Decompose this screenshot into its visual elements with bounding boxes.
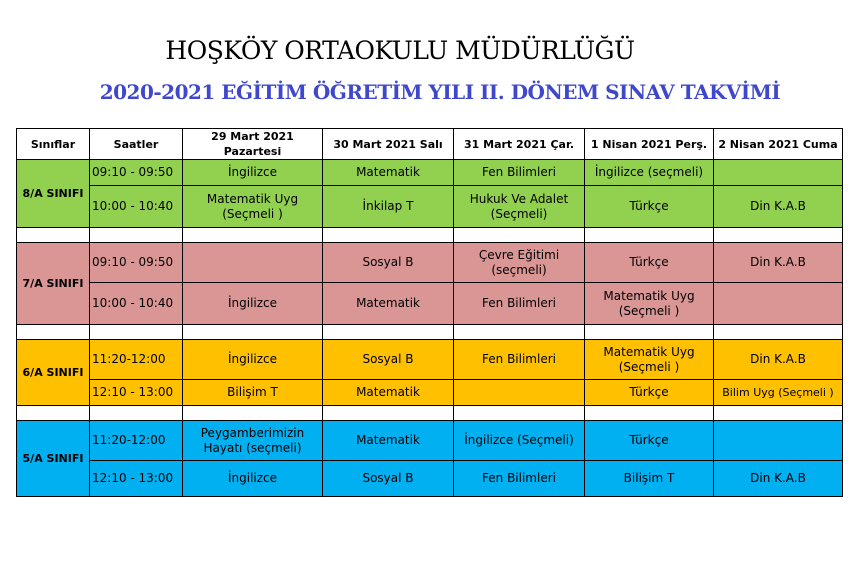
exam-cell: Bilişim T bbox=[183, 380, 323, 406]
table-row bbox=[17, 340, 843, 380]
exam-cell: Türkçe bbox=[585, 380, 714, 406]
header-day-3: 31 Mart 2021 Çar. bbox=[454, 129, 585, 160]
exam-cell bbox=[183, 243, 323, 283]
table-row bbox=[17, 421, 843, 461]
header-row bbox=[17, 129, 843, 160]
exam-cell: Bilim Uyg (Seçmeli ) bbox=[714, 380, 843, 406]
exam-cell: Türkçe bbox=[585, 186, 714, 228]
time-cell: 11:20-12:00 bbox=[90, 340, 183, 380]
exam-cell: Hukuk Ve Adalet (Seçmeli) bbox=[454, 186, 585, 228]
exam-cell: Matematik bbox=[323, 380, 454, 406]
header-day-2: 30 Mart 2021 Salı bbox=[323, 129, 454, 160]
exam-cell: Sosyal B bbox=[323, 243, 454, 283]
exam-cell: Sosyal B bbox=[323, 340, 454, 380]
table-row bbox=[17, 461, 843, 497]
exam-cell bbox=[714, 421, 843, 461]
exam-cell: Sosyal B bbox=[323, 461, 454, 497]
exam-cell: İngilizce bbox=[183, 160, 323, 186]
time-cell: 10:00 - 10:40 bbox=[90, 283, 183, 325]
class-label-5a: 5/A SINIFI bbox=[17, 421, 90, 497]
exam-cell bbox=[714, 283, 843, 325]
exam-cell: Matematik bbox=[323, 283, 454, 325]
time-cell: 11:20-12:00 bbox=[90, 421, 183, 461]
exam-cell: İngilizce bbox=[183, 461, 323, 497]
class-label-8a: 8/A SINIFI bbox=[17, 160, 90, 228]
exam-cell: İngilizce (seçmeli) bbox=[585, 160, 714, 186]
class-label-6a: 6/A SINIFI bbox=[17, 340, 90, 406]
class-label-7a: 7/A SINIFI bbox=[17, 243, 90, 325]
header-hours: Saatler bbox=[90, 129, 183, 160]
time-cell: 09:10 - 09:50 bbox=[90, 243, 183, 283]
exam-cell: Matematik bbox=[323, 160, 454, 186]
separator-row bbox=[17, 228, 843, 243]
exam-cell: İnkilap T bbox=[323, 186, 454, 228]
table-row bbox=[17, 160, 843, 186]
exam-cell: Din K.A.B bbox=[714, 243, 843, 283]
table-row bbox=[17, 380, 843, 406]
time-cell: 12:10 - 13:00 bbox=[90, 461, 183, 497]
exam-cell: Fen Bilimleri bbox=[454, 340, 585, 380]
exam-cell: Din K.A.B bbox=[714, 340, 843, 380]
table-row bbox=[17, 283, 843, 325]
header-day-5: 2 Nisan 2021 Cuma bbox=[714, 129, 843, 160]
exam-schedule-table bbox=[16, 128, 843, 497]
exam-calendar-title: 2020-2021 EĞİTİM ÖĞRETİM YILI II. DÖNEM SINAV TAKVİMİ bbox=[99, 80, 781, 104]
exam-cell: Fen Bilimleri bbox=[454, 283, 585, 325]
header-day-1: 29 Mart 2021 Pazartesi bbox=[183, 129, 323, 160]
exam-cell: Türkçe bbox=[585, 243, 714, 283]
exam-cell: Matematik Uyg (Seçmeli ) bbox=[585, 340, 714, 380]
exam-cell bbox=[454, 380, 585, 406]
time-cell: 12:10 - 13:00 bbox=[90, 380, 183, 406]
exam-cell bbox=[714, 160, 843, 186]
exam-cell: Fen Bilimleri bbox=[454, 461, 585, 497]
exam-cell: Fen Bilimleri bbox=[454, 160, 585, 186]
exam-cell: İngilizce bbox=[183, 340, 323, 380]
exam-cell: Din K.A.B bbox=[714, 186, 843, 228]
exam-cell: Bilişim T bbox=[585, 461, 714, 497]
exam-cell: Matematik Uyg (Seçmeli ) bbox=[183, 186, 323, 228]
exam-cell: Matematik bbox=[323, 421, 454, 461]
exam-cell: İngilizce (Seçmeli) bbox=[454, 421, 585, 461]
time-cell: 09:10 - 09:50 bbox=[90, 160, 183, 186]
separator-row bbox=[17, 325, 843, 340]
separator-row bbox=[17, 406, 843, 421]
exam-cell: Din K.A.B bbox=[714, 461, 843, 497]
header-classes: Sınıflar bbox=[17, 129, 90, 160]
exam-cell: Türkçe bbox=[585, 421, 714, 461]
exam-cell: Peygamberimizin Hayatı (seçmeli) bbox=[183, 421, 323, 461]
table-row bbox=[17, 243, 843, 283]
table-row bbox=[17, 186, 843, 228]
exam-cell: İngilizce bbox=[183, 283, 323, 325]
school-title: HOŞKÖY ORTAOKULU MÜDÜRLÜĞÜ bbox=[165, 36, 635, 65]
time-cell: 10:00 - 10:40 bbox=[90, 186, 183, 228]
header-day-4: 1 Nisan 2021 Perş. bbox=[585, 129, 714, 160]
exam-cell: Matematik Uyg (Seçmeli ) bbox=[585, 283, 714, 325]
exam-cell: Çevre Eğitimi (seçmeli) bbox=[454, 243, 585, 283]
